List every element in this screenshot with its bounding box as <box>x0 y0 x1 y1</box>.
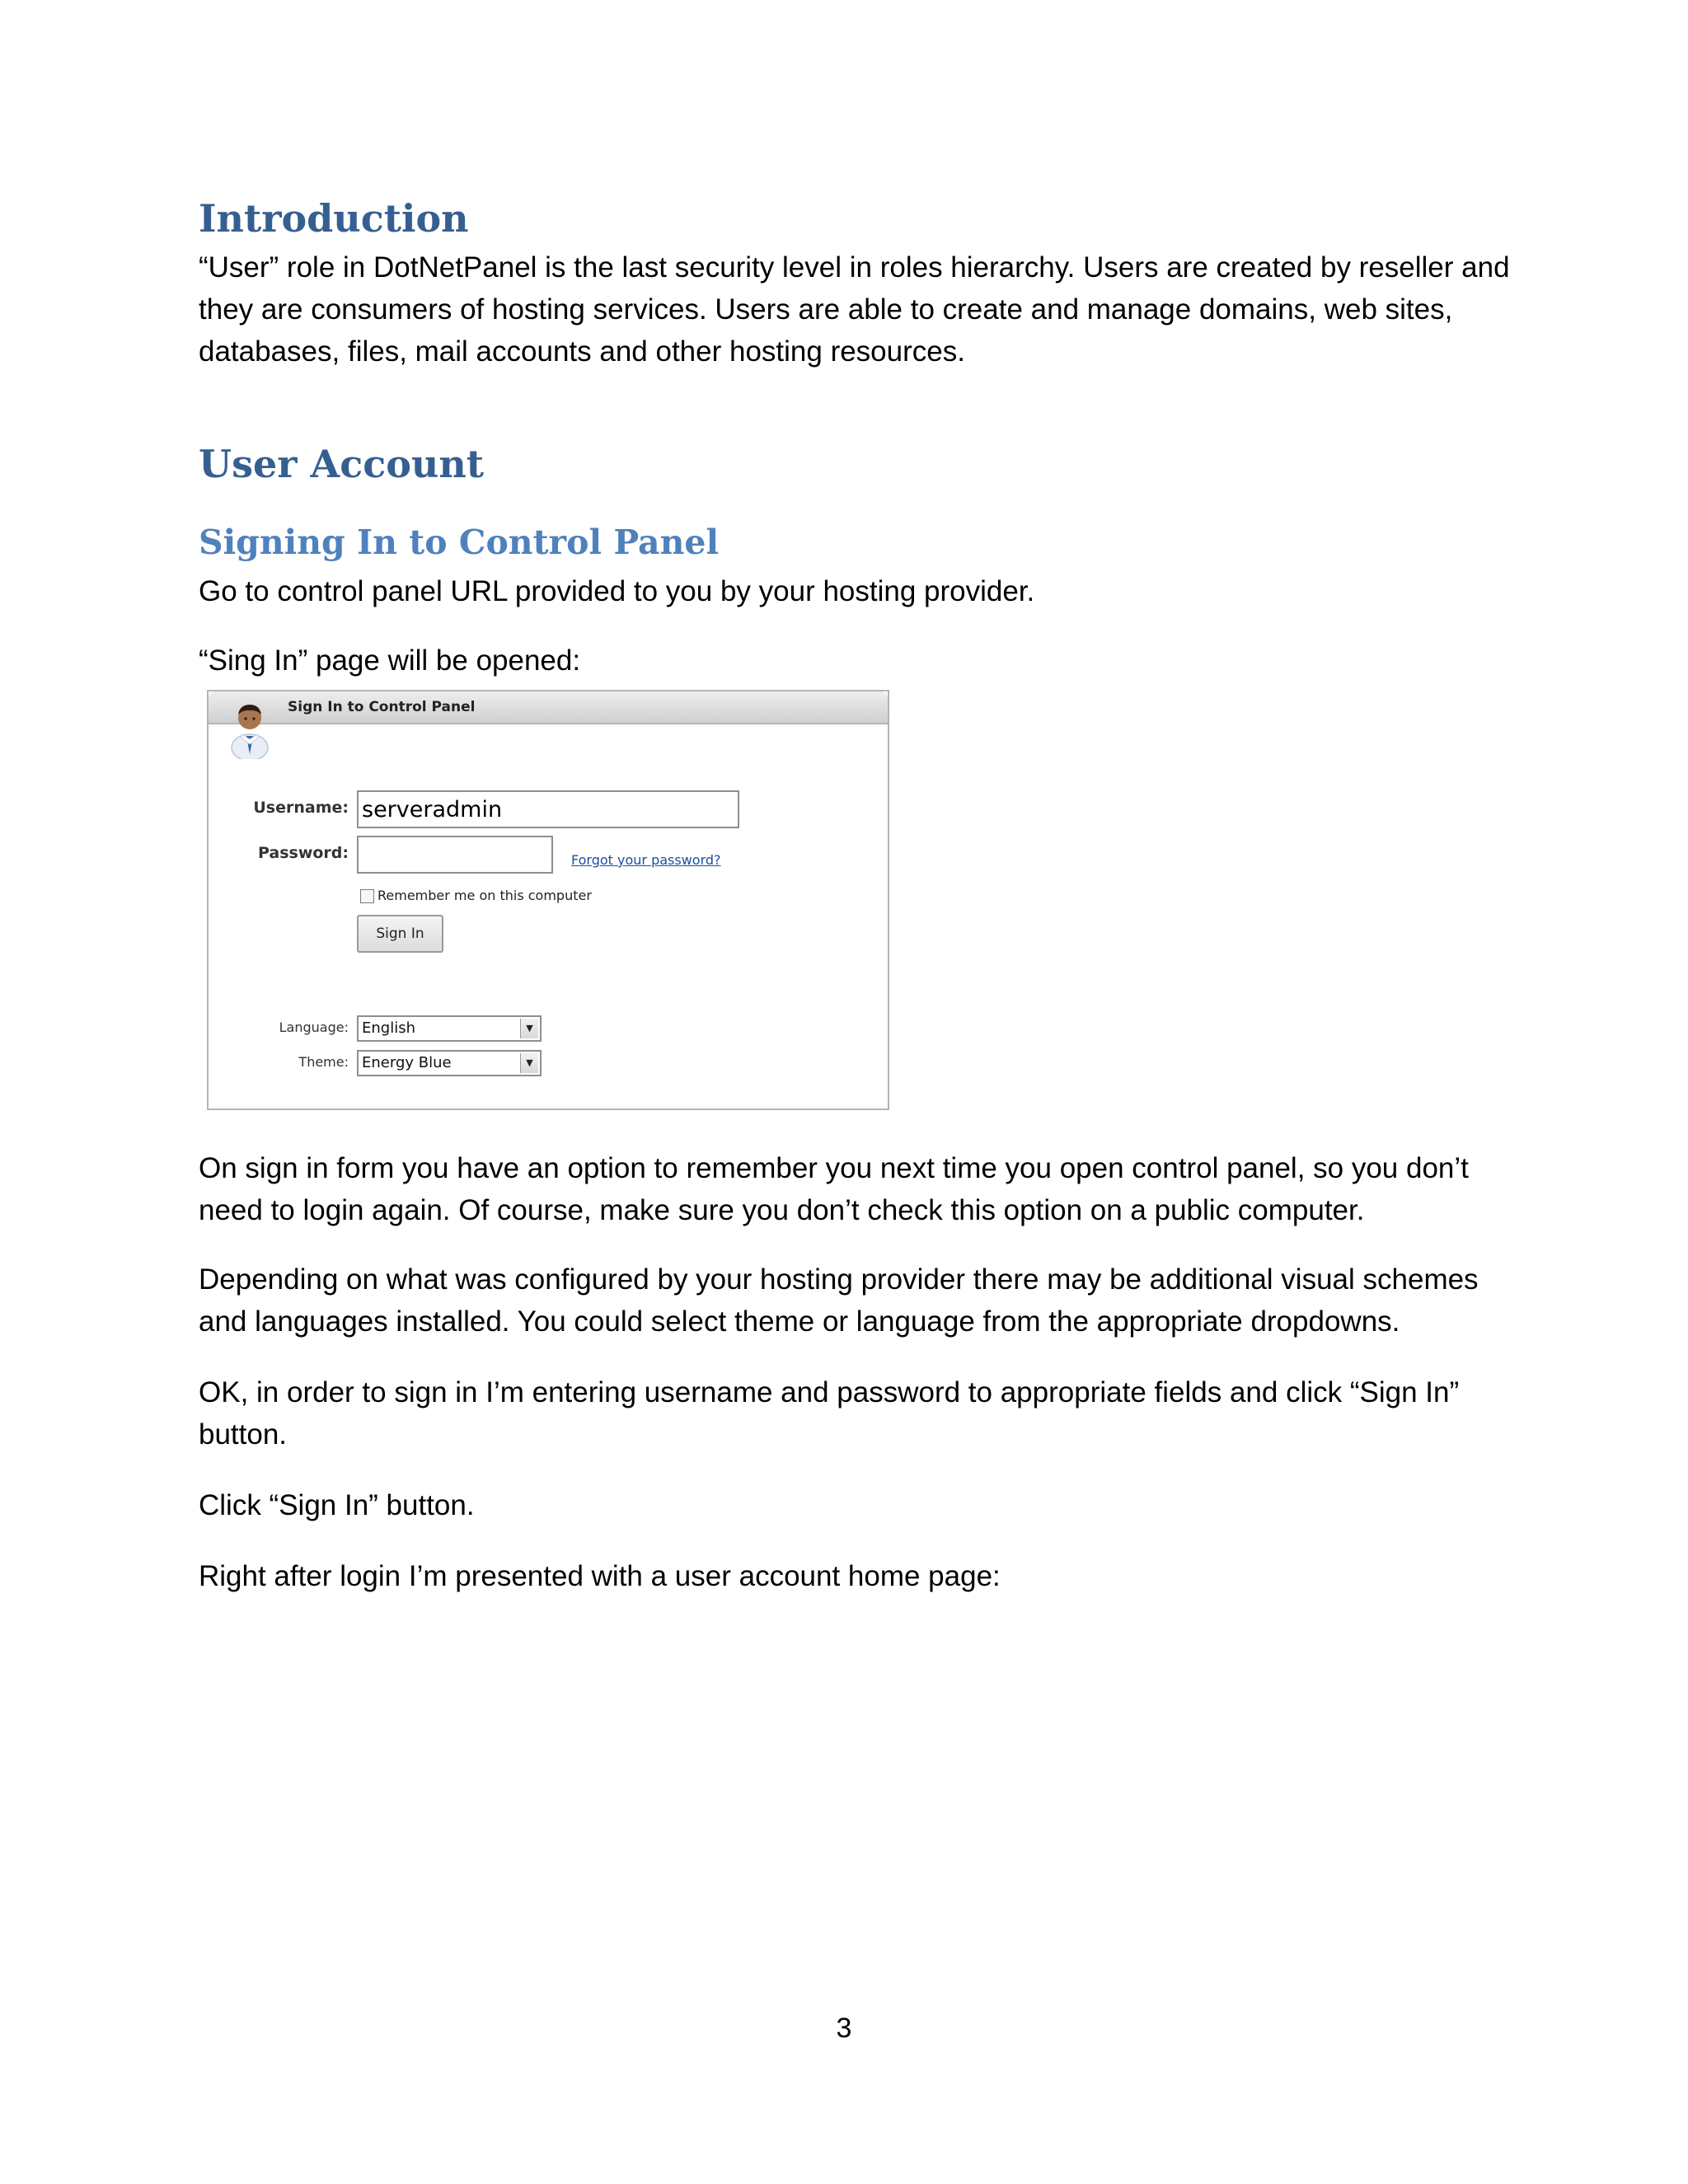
depending-line: Depending on what was configured by your hosting provider there may be additional visual schemes <box>199 1263 1479 1296</box>
ok-line: OK, in order to sign in I’m entering username and password to appropriate fields and click “Sign In” <box>199 1376 1460 1408</box>
password-input[interactable] <box>357 836 553 874</box>
opened-paragraph: “Sing In” page will be opened: <box>199 644 581 677</box>
chevron-down-icon[interactable]: ▼ <box>520 1053 538 1073</box>
intro-line: “User” role in DotNetPanel is the last security level in roles hierarchy. Users are created by reseller and <box>199 251 1510 284</box>
intro-line: databases, files, mail accounts and other hosting resources. <box>199 335 965 368</box>
password-label: Password: <box>257 844 349 862</box>
heading-signing-in: Signing In to Control Panel <box>199 523 720 562</box>
user-avatar-icon <box>227 696 273 759</box>
click-paragraph: Click “Sign In” button. <box>199 1489 475 1521</box>
ok-paragraph <box>199 1371 1484 1455</box>
remember-me-label: Remember me on this computer <box>377 888 592 903</box>
signin-panel-title: Sign In to Control Panel <box>288 699 476 715</box>
remember-paragraph <box>199 1147 1484 1231</box>
intro-paragraph <box>199 246 1510 373</box>
intro-line: they are consumers of hosting services. Users are able to create and manage domains, web sites, <box>199 293 1453 326</box>
sign-in-button[interactable]: Sign In <box>357 915 443 953</box>
goto-paragraph: Go to control panel URL provided to you by your hosting provider. <box>199 575 1035 607</box>
heading-introduction: Introduction <box>199 196 469 241</box>
language-select-value: English <box>362 1019 415 1037</box>
page-number: 3 <box>836 2013 852 2044</box>
ok-line: button. <box>199 1418 288 1451</box>
depending-line: and languages installed. You could select theme or language from the appropriate dropdowns. <box>199 1305 1400 1338</box>
remember-me-checkbox[interactable] <box>360 889 374 903</box>
theme-select-value: Energy Blue <box>362 1054 452 1071</box>
depending-paragraph <box>199 1258 1484 1343</box>
theme-label: Theme: <box>298 1054 349 1070</box>
signin-screenshot <box>207 690 889 1110</box>
forgot-password-link[interactable]: Forgot your password? <box>571 852 721 868</box>
heading-user-account: User Account <box>199 442 485 486</box>
remember-line: On sign in form you have an option to remember you next time you open control panel, so you don’t <box>199 1152 1469 1184</box>
signin-panel-header <box>209 691 888 724</box>
chevron-down-icon[interactable]: ▼ <box>520 1019 538 1038</box>
language-select[interactable] <box>357 1015 542 1042</box>
language-label: Language: <box>279 1019 349 1035</box>
right-after-paragraph: Right after login I’m presented with a user account home page: <box>199 1560 1001 1592</box>
theme-select[interactable] <box>357 1050 542 1076</box>
username-input[interactable] <box>357 790 739 828</box>
remember-line: need to login again. Of course, make sure you don’t check this option on a public computer. <box>199 1194 1365 1226</box>
username-label: Username: <box>253 799 349 817</box>
